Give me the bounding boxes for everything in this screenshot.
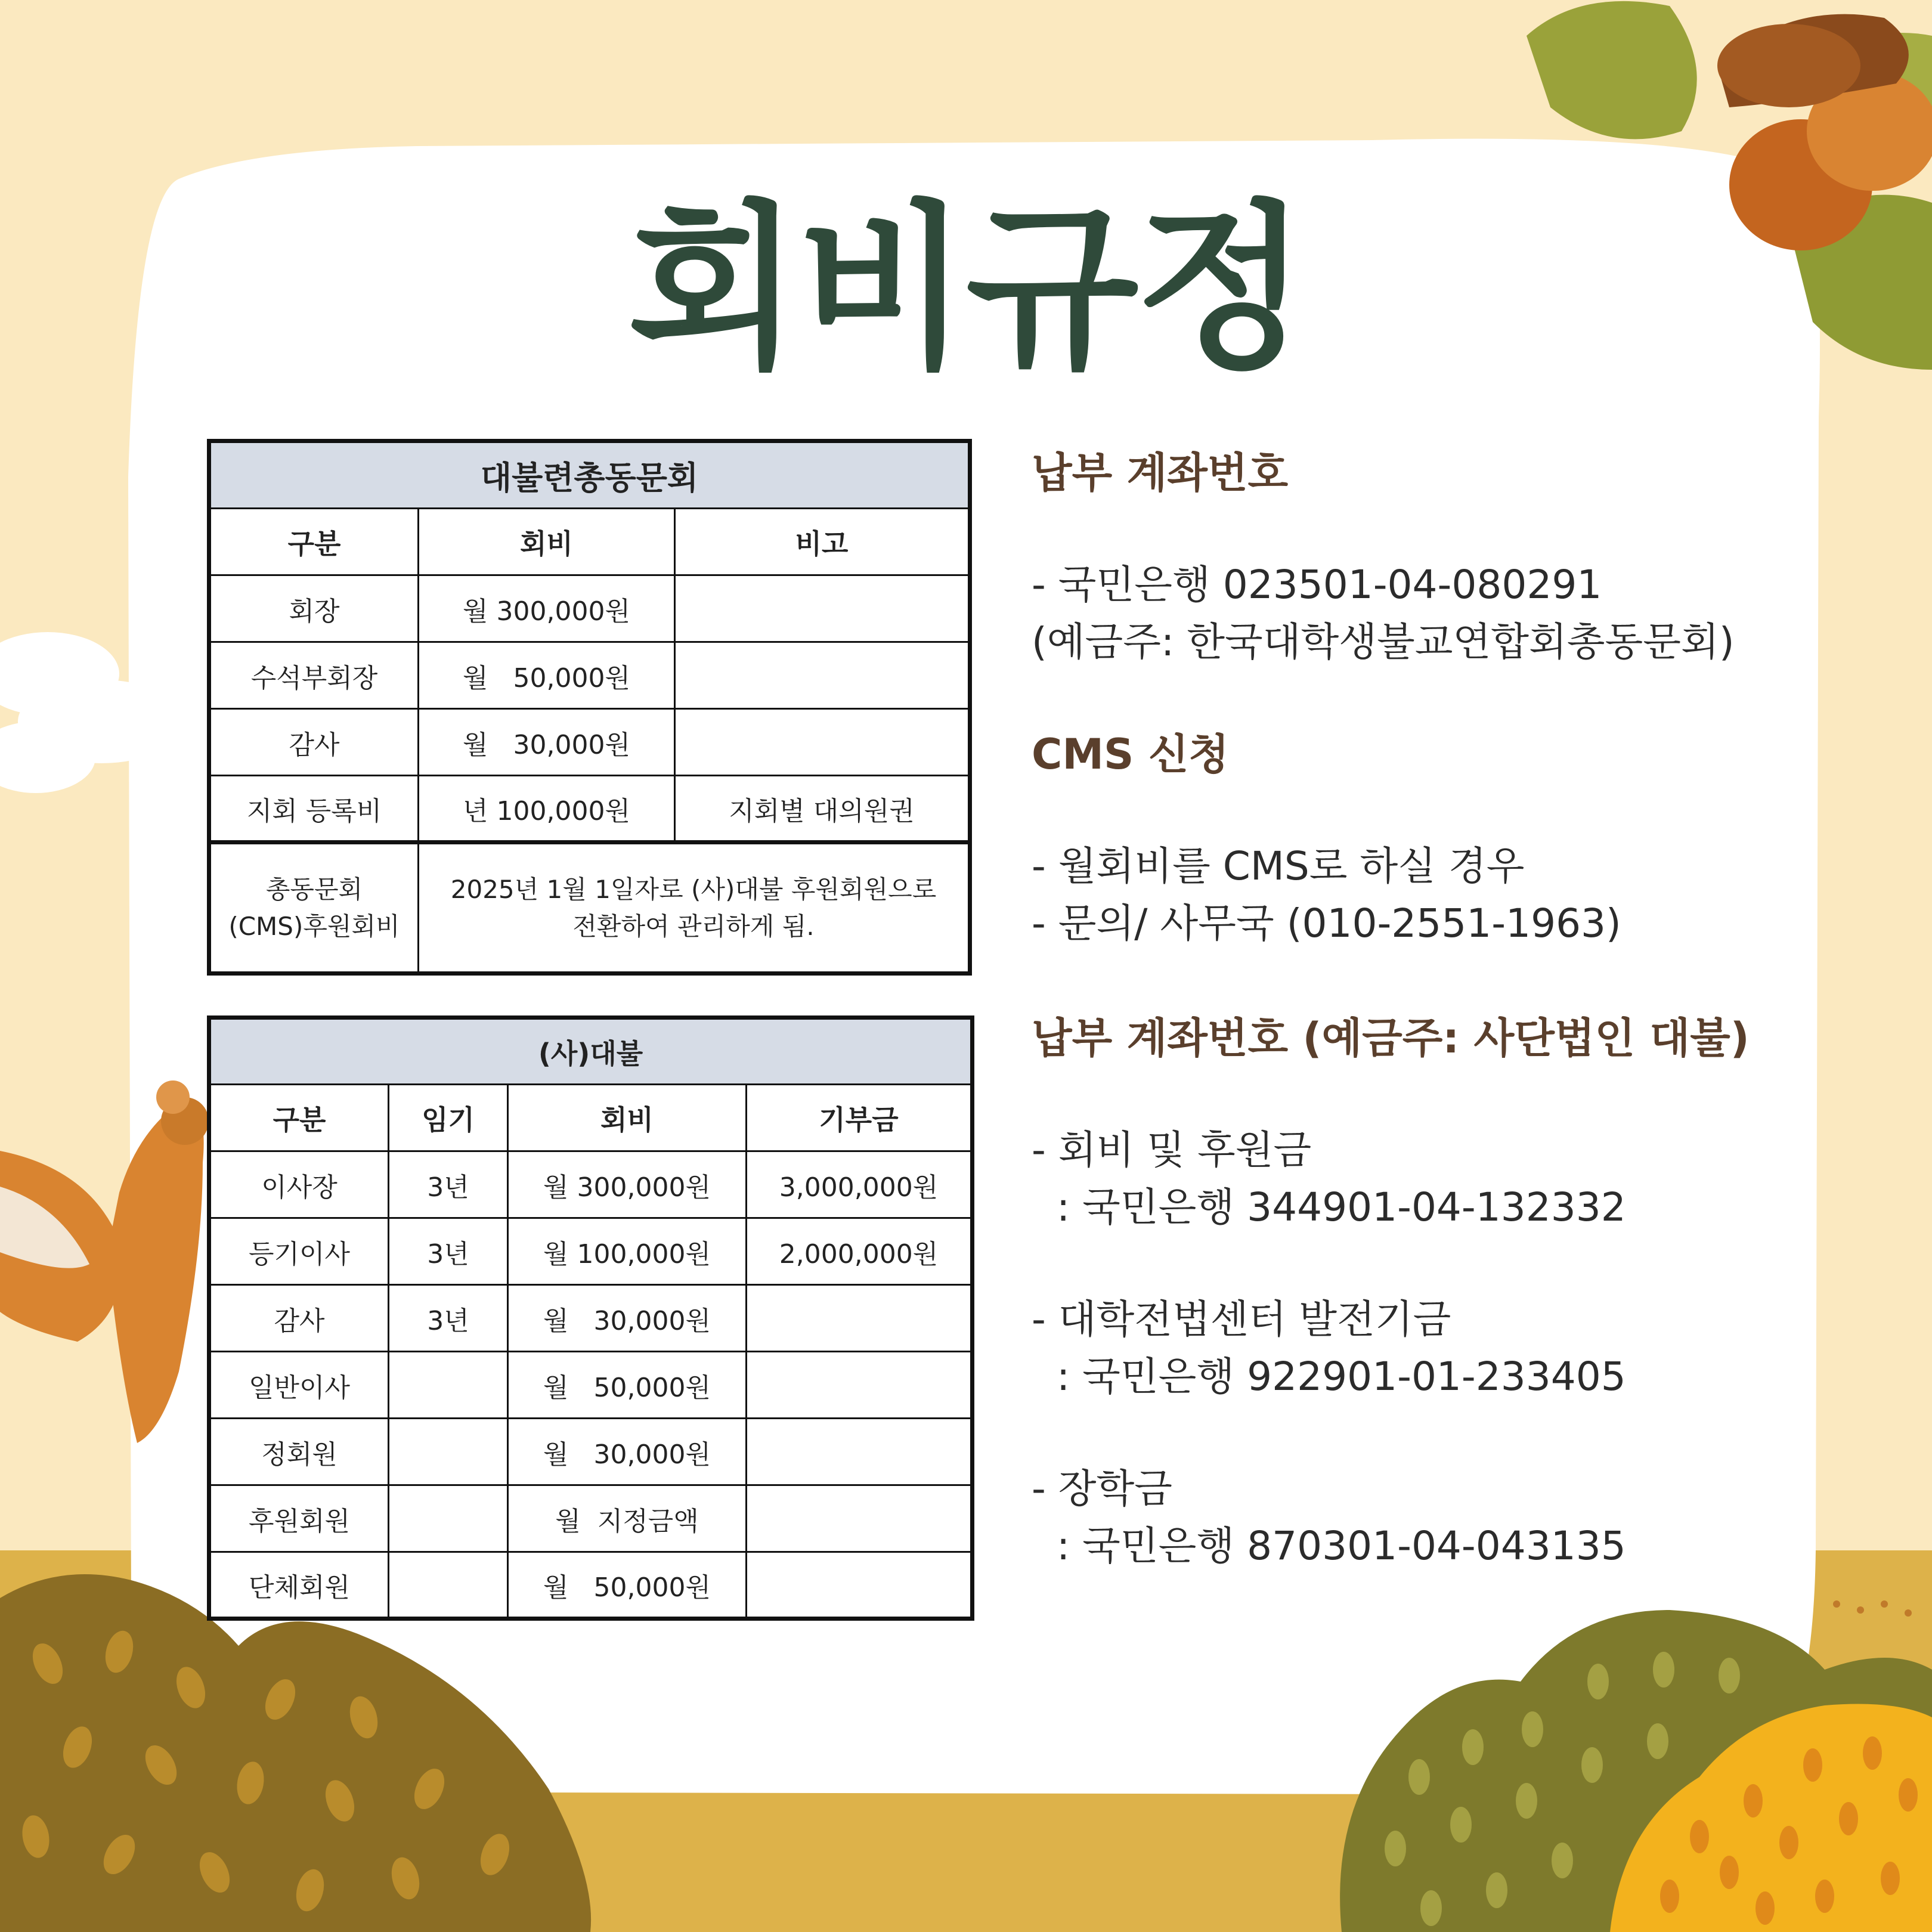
table-cell: 월 30,000원 [508,1285,747,1352]
table-row [209,1552,973,1619]
cms-line: - 월회비를 CMS로 하실 경우 [1032,843,1525,889]
contact-line: - 문의/ 사무국 (010-2551-1963) [1032,900,1621,946]
table-caption: 대불련총동문회 [209,441,970,509]
table-cell: 후원회원 [209,1485,389,1552]
table-cell: 월 30,000원 [508,1419,747,1485]
table-row [209,642,970,709]
cell-line: 전환하여 관리하게 됨. [572,911,815,941]
table-cell: 지회별 대의원권 [675,776,970,843]
table-cell [747,1285,973,1352]
table-cell [389,1552,508,1619]
table-cell [747,1352,973,1419]
table-cell: 지회 등록비 [209,776,419,843]
table-cell [675,709,970,776]
table-cell: 감사 [209,709,419,776]
table-cell [747,1552,973,1619]
table-row [209,1352,973,1419]
table-cell [389,1352,508,1419]
account-title: - 회비 및 후원금 [1032,1127,1312,1173]
account-holder: (예금주: 한국대학생불교연합회총동문회) [1032,619,1735,665]
account-line: : 국민은행 922901-01-233405 [1032,1354,1626,1400]
table-row [209,1419,973,1485]
table-cell: 수석부회장 [209,642,419,709]
table-cell: 일반이사 [209,1352,389,1419]
table-cell: 월 50,000원 [508,1352,747,1419]
table-cell: 3,000,000원 [747,1151,973,1218]
table-cell: 월 300,000원 [508,1151,747,1218]
table-cell: 이사장 [209,1151,389,1218]
table-cell: 2,000,000원 [747,1218,973,1285]
table-row [209,575,970,642]
table-row [209,1218,973,1285]
column-header: 회비 [508,1085,747,1151]
table-cell: 월 지정금액 [508,1485,747,1552]
account-title: - 장학금 [1032,1466,1173,1512]
table-cell [747,1419,973,1485]
table-row [209,776,970,843]
column-header: 회비 [419,509,675,575]
account-line: : 국민은행 870301-04-043135 [1032,1523,1626,1569]
table-cell: 3년 [389,1285,508,1352]
table-cell [419,843,970,974]
table-cell: 감사 [209,1285,389,1352]
section-heading: 납부 계좌번호 [1032,448,1289,497]
table-cell [389,1485,508,1552]
table-row [209,843,970,974]
table-cell: 3년 [389,1151,508,1218]
table-caption: (사)대불 [209,1018,973,1085]
table-cell [389,1419,508,1485]
table-row [209,1485,973,1552]
table-cell: 월 50,000원 [419,642,675,709]
account-title: - 대학전법센터 발전기금 [1032,1296,1451,1342]
table-cell: 정회원 [209,1419,389,1485]
column-header: 임기 [389,1085,508,1151]
payment-info [1032,444,1878,1575]
table-cell [675,575,970,642]
table-cell: 년 100,000원 [419,776,675,843]
table-cell: 월 50,000원 [508,1552,747,1619]
table-cell: 월 100,000원 [508,1218,747,1285]
column-header: 구분 [209,509,419,575]
table-cell [747,1485,973,1552]
column-header: 기부금 [747,1085,973,1151]
cell-line: (CMS)후원회비 [228,911,400,941]
table-cell: 등기이사 [209,1218,389,1285]
table-row [209,1151,973,1218]
table-cell: 월 300,000원 [419,575,675,642]
table-cell: 3년 [389,1218,508,1285]
table-cell [675,642,970,709]
table-row [209,709,970,776]
account-line: : 국민은행 344901-04-132332 [1032,1184,1626,1230]
alumni-fee-table [207,439,972,976]
page-title: 회비규정 [627,185,1305,393]
cell-line: 2025년 1월 1일자로 (사)대불 후원회원으로 [450,874,937,904]
column-header: 비고 [675,509,970,575]
table-cell: 단체회원 [209,1552,389,1619]
table-row [209,1285,973,1352]
column-header: 구분 [209,1085,389,1151]
table-cell [209,843,419,974]
cell-line: 총동문회 [265,874,363,904]
section-heading: CMS 신청 [1032,730,1230,779]
account-line: - 국민은행 023501-04-080291 [1032,562,1602,608]
corporation-fee-table [207,1015,974,1621]
section-heading: 납부 계좌번호 (예금주: 사단법인 대불) [1032,1014,1750,1063]
table-cell: 월 30,000원 [419,709,675,776]
table-cell: 회장 [209,575,419,642]
